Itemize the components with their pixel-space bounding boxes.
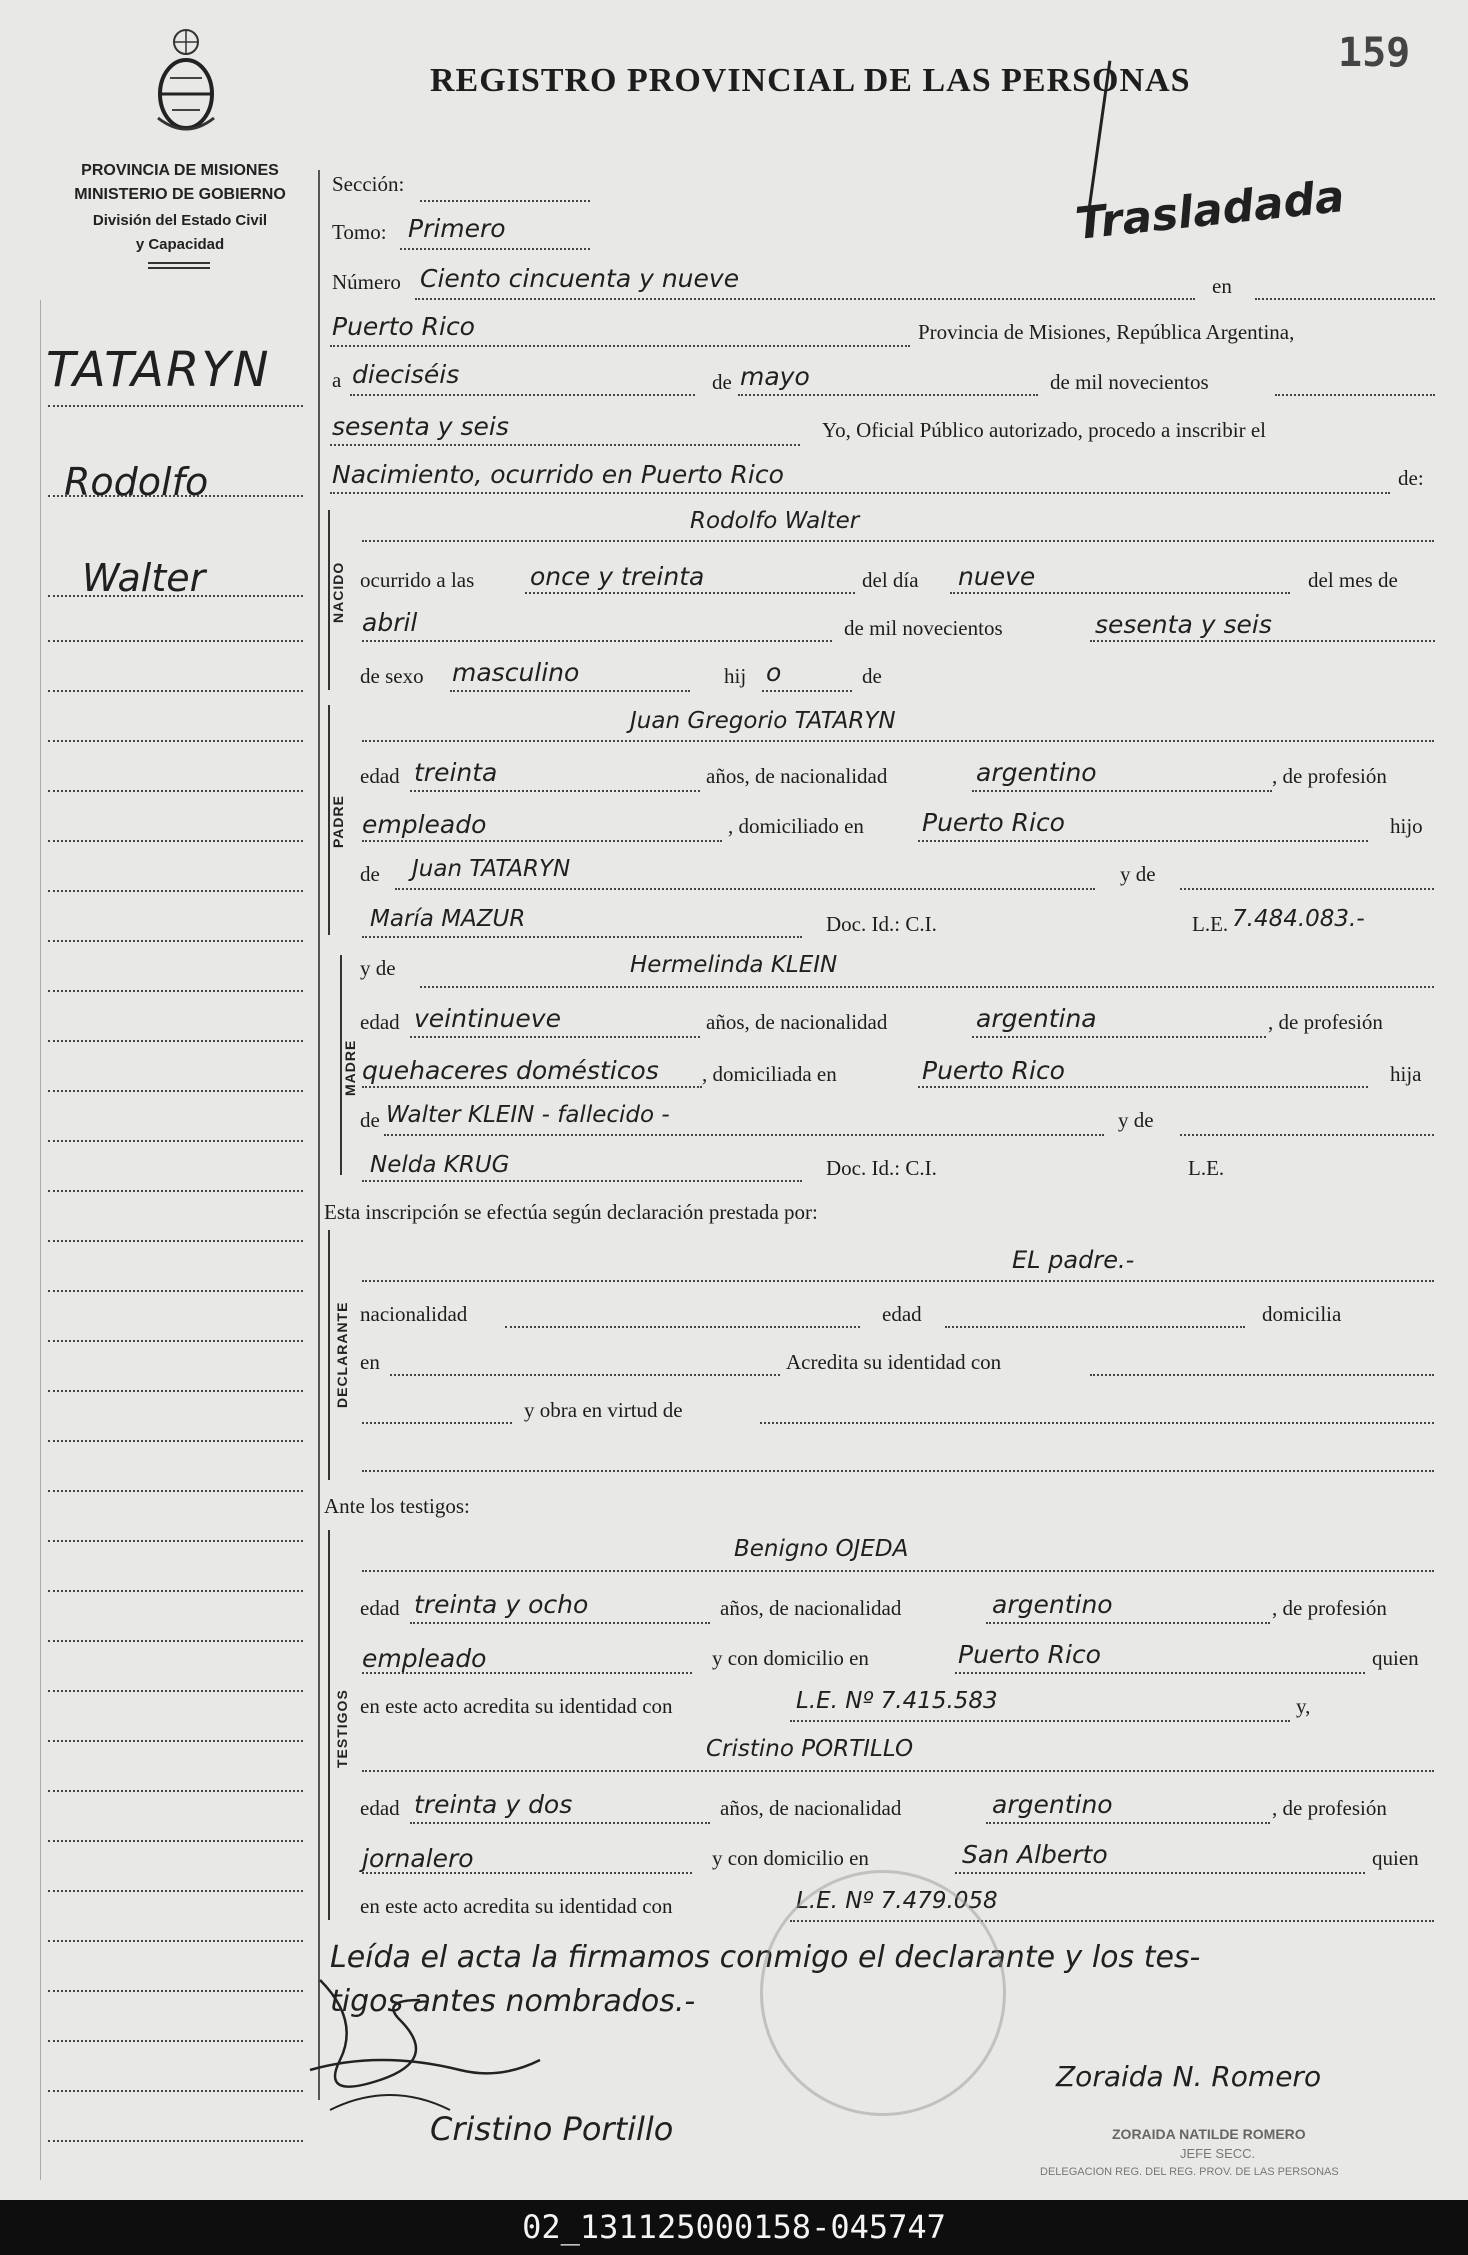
label-t2-quien: quien [1372,1846,1419,1870]
footer-bar [0,2200,1468,2255]
field-padre-dom: Puerto Rico [922,808,1065,837]
division-label: División del Estado Civil [92,212,268,229]
footer-id: 02_131125000158-045747 [522,2208,946,2246]
field-madre-padre: Walter KLEIN - fallecido - [386,1102,670,1128]
field-t1-nac: argentino [992,1590,1113,1619]
field-t1-doc: L.E. Nº 7.415.583 [796,1688,998,1714]
label-ante-testigos: Ante los testigos: [324,1494,470,1518]
label-padre-y-de: y de [1120,862,1156,886]
province-label: PROVINCIA DE MISIONES [81,162,279,179]
label-dec-en: en [360,1350,380,1374]
tab-padre: PADRE [330,795,346,848]
label-t1-y: y, [1296,1694,1311,1718]
field-hij-suffix: o [766,658,782,687]
tab-testigos: TESTIGOS [334,1689,350,1768]
field-padre-le: 7.484.083.- [1232,906,1365,932]
field-declarante: EL padre.- [1012,1246,1135,1274]
body-rule [318,170,320,2100]
field-madre-nac: argentina [976,1004,1097,1033]
label-ocurrido: ocurrido a las [360,568,475,592]
label-tomo: Tomo: [332,220,387,244]
label-madre-y-de-2: y de [1118,1108,1154,1132]
label-madre-doc: Doc. Id.: C.I. [826,1156,937,1180]
label-del-dia: del día [862,568,919,592]
label-yo-oficial: Yo, Oficial Público autorizado, procedo a inscribir el [822,418,1267,442]
annotation-trasladada: Trasladada [1073,171,1347,250]
label-de-nacido: de [862,664,882,688]
field-mes-nac: abril [362,608,418,637]
label-t2-domicilio: y con domicilio en [712,1846,869,1870]
signature-oficial: Zoraida N. Romero [1056,2060,1322,2093]
field-testigo-2: Cristino PORTILLO [706,1736,914,1762]
label-dec-acredita: Acredita su identidad con [786,1350,1002,1374]
field-anio: sesenta y seis [332,412,509,441]
label-a: a [332,368,342,392]
stamp-line-2: JEFE SECC. [1180,2146,1256,2161]
label-t1-prof: , de profesión [1272,1596,1387,1620]
field-anio-nac: sesenta y seis [1095,610,1272,639]
field-padre-nombre: Juan Gregorio TATARYN [630,708,896,734]
label-madre-y-de: y de [360,956,396,980]
closing-line-2: tigos antes nombrados.- [330,1984,696,2019]
field-tomo: Primero [408,214,506,243]
tab-declarante: DECLARANTE [334,1301,350,1408]
field-padre-padre: Juan TATARYN [412,856,571,882]
header-divider [148,262,210,269]
label-madre-prof: , de profesión [1268,1010,1383,1034]
signature-testigo: Cristino Portillo [430,2110,674,2148]
field-t1-dom: Puerto Rico [958,1640,1101,1669]
label-t1-anos: años, de nacionalidad [720,1596,902,1620]
tab-nacido: NACIDO [330,561,346,623]
label-madre-dom: , domiciliada en [702,1062,837,1086]
label-esta-inscripcion: Esta inscripción se efectúa según declaración prestada por: [324,1200,818,1224]
label-madre-de: de [360,1108,380,1132]
field-t1-prof: empleado [362,1644,487,1673]
field-hora: once y treinta [530,562,705,591]
label-padre-prof: , de profesión [1272,764,1387,788]
field-t2-edad: treinta y dos [414,1790,573,1819]
label-t1-domicilio: y con domicilio en [712,1646,869,1670]
field-t2-dom: San Alberto [962,1840,1108,1869]
label-madre-hija: hija [1390,1062,1422,1086]
label-t2-edad: edad [360,1796,400,1820]
label-t1-edad: edad [360,1596,400,1620]
label-numero: Número [332,270,401,294]
label-padre-le: L.E. [1192,912,1229,936]
coat-of-arms-icon [150,28,222,140]
label-de-colon: de: [1398,466,1424,490]
capacity-label: y Capacidad [135,236,225,253]
label-de-mil: de mil novecientos [1050,370,1209,394]
field-lugar: Puerto Rico [332,312,475,341]
label-t2-anos: años, de nacionalidad [720,1796,902,1820]
field-madre-dom: Puerto Rico [922,1056,1065,1085]
document-title: REGISTRO PROVINCIAL DE LAS PERSONAS [430,62,1191,99]
field-numero: Ciento cincuenta y nueve [420,264,740,293]
field-padre-madre: María MAZUR [370,906,526,932]
label-dec-nac: nacionalidad [360,1302,468,1326]
field-dia: dieciséis [352,360,460,389]
label-sexo: de sexo [360,664,424,688]
sidebar-given-1: Rodolfo [64,460,209,504]
field-t2-prof: jornalero [362,1844,474,1873]
ministry-label: MINISTERIO DE GOBIERNO [74,186,286,203]
field-testigo-1: Benigno OJEDA [734,1536,909,1562]
field-t2-doc: L.E. Nº 7.479.058 [796,1888,998,1914]
label-dec-edad: edad [882,1302,922,1326]
label-t1-acredita: en este acto acredita su identidad con [360,1694,673,1718]
label-de-mil-2: de mil novecientos [844,616,1003,640]
label-madre-anos: años, de nacionalidad [706,1010,888,1034]
field-nombre: Rodolfo Walter [690,508,860,534]
label-t1-quien: quien [1372,1646,1419,1670]
label-provincia: Provincia de Misiones, República Argentina, [918,320,1295,344]
label-hij: hij [724,664,747,688]
label-t2-acredita: en este acto acredita su identidad con [360,1894,673,1918]
label-padre-edad: edad [360,764,400,788]
label-padre-doc: Doc. Id.: C.I. [826,912,937,936]
field-mes: mayo [740,362,810,391]
label-del-mes: del mes de [1308,568,1398,592]
field-madre-madre: Nelda KRUG [370,1152,510,1178]
label-dec-obra: y obra en virtud de [524,1398,683,1422]
sidebar-surname: TATARYN [46,342,271,398]
field-t2-nac: argentino [992,1790,1113,1819]
field-madre-nombre: Hermelinda KLEIN [630,952,838,978]
label-padre-hijo: hijo [1390,814,1423,838]
page-number: 159 [1338,30,1411,76]
field-padre-edad: treinta [414,758,498,787]
label-padre-dom: , domiciliado en [728,814,864,838]
label-dec-domicilia: domicilia [1262,1302,1342,1326]
field-madre-prof: quehaceres domésticos [362,1056,659,1085]
sidebar-margin [40,300,44,2180]
label-padre-de: de [360,862,380,886]
label-seccion: Sección: [332,172,405,196]
tab-madre: MADRE [342,1039,358,1096]
label-madre-le: L.E. [1188,1156,1225,1180]
field-padre-prof: empleado [362,810,487,839]
field-madre-edad: veintinueve [414,1004,561,1033]
field-t1-edad: treinta y ocho [414,1590,589,1619]
closing-line-1: Leída el acta la firmamos conmigo el declarante y los tes- [330,1940,1201,1975]
label-madre-edad: edad [360,1010,400,1034]
stamp-line-3: DELEGACION REG. DEL REG. PROV. DE LAS PERSONAS [1040,2166,1339,2178]
label-padre-anos: años, de nacionalidad [706,764,888,788]
seal-stamp [760,1870,1006,2116]
sidebar-given-2: Walter [82,556,206,600]
label-t2-prof: , de profesión [1272,1796,1387,1820]
field-acto: Nacimiento, ocurrido en Puerto Rico [332,460,784,489]
field-padre-nac: argentino [976,758,1097,787]
field-sexo: masculino [452,658,580,687]
label-en: en [1212,274,1232,298]
label-de-mes: de [712,370,732,394]
stamp-line-1: ZORAIDA NATILDE ROMERO [1112,2126,1306,2142]
field-dia-nac: nueve [958,562,1036,591]
